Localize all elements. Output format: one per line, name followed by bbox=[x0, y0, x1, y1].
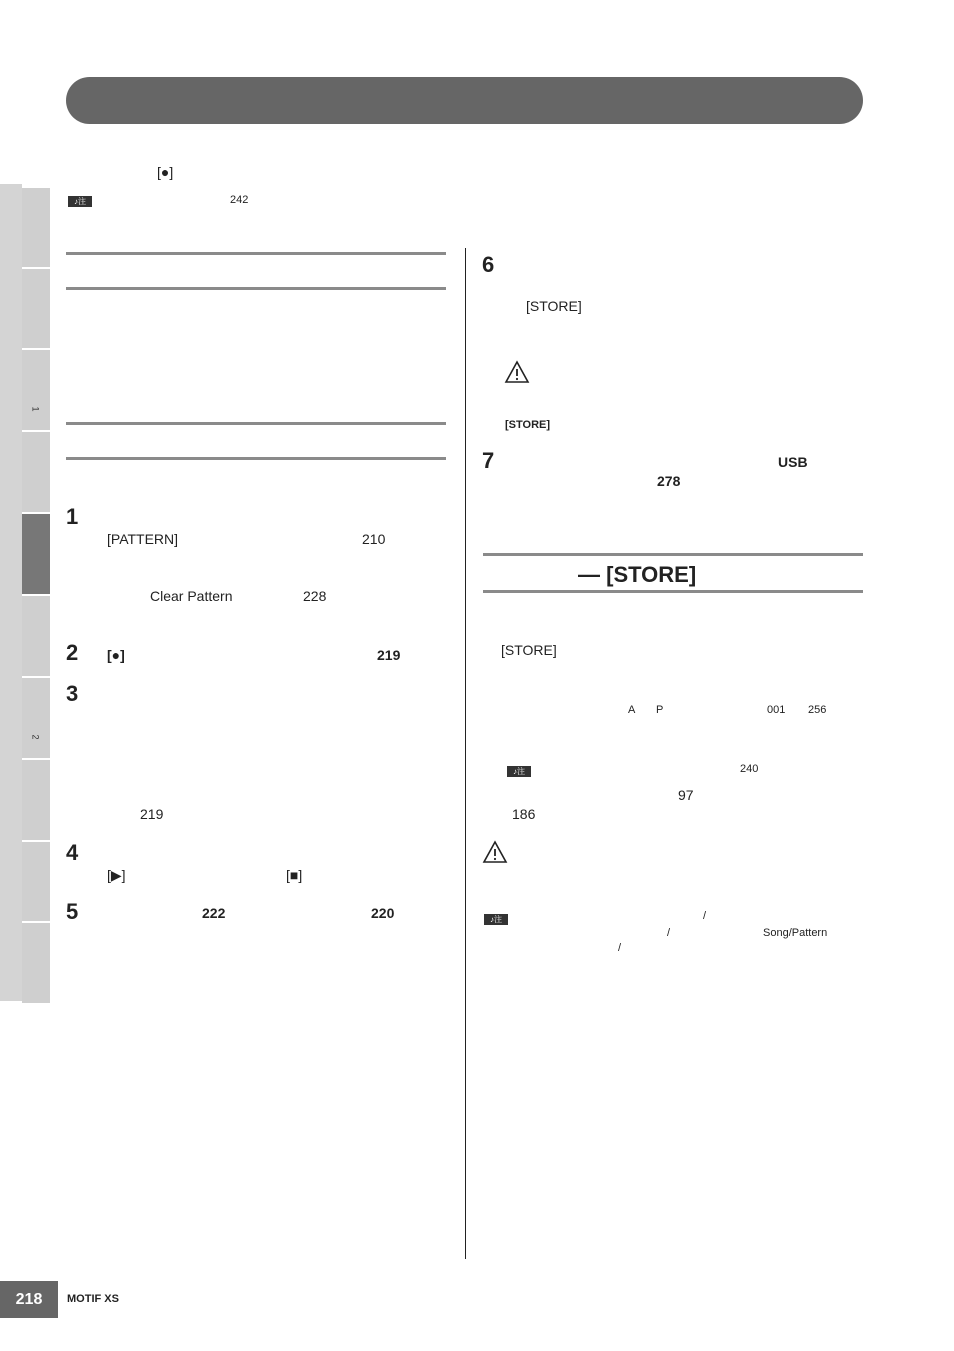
side-tab-active[interactable] bbox=[22, 512, 50, 594]
page-ref: 228 bbox=[303, 588, 327, 604]
side-tab[interactable] bbox=[22, 594, 50, 676]
clear-pattern-label: Clear Pattern bbox=[150, 588, 233, 604]
page-ref: 97 bbox=[678, 787, 694, 803]
store-button-ref: [STORE] bbox=[526, 298, 582, 314]
song-pattern-label: Song/Pattern bbox=[763, 927, 828, 939]
stop-button-ref: [■] bbox=[286, 867, 303, 883]
slash-separator: / bbox=[703, 910, 707, 922]
side-tab-label-2: 2 bbox=[30, 734, 41, 740]
slash-separator: / bbox=[618, 942, 622, 954]
step-number: 3 bbox=[66, 681, 79, 706]
product-name: MOTIF XS bbox=[67, 1293, 119, 1305]
section-rule bbox=[483, 553, 863, 556]
side-tab-label-1: 1 bbox=[30, 406, 41, 412]
section-title: — [STORE] bbox=[578, 562, 697, 587]
page-ref: 240 bbox=[740, 763, 759, 775]
section-rule bbox=[66, 287, 446, 290]
step-number: 7 bbox=[482, 448, 495, 473]
page-ref: 219 bbox=[140, 806, 164, 822]
side-tab[interactable] bbox=[22, 840, 50, 922]
side-tab[interactable] bbox=[22, 921, 50, 1003]
number-range-end: 256 bbox=[808, 704, 827, 716]
warning-icon bbox=[504, 360, 530, 384]
step-number: 6 bbox=[482, 252, 495, 277]
number-range-start: 001 bbox=[767, 704, 786, 716]
step-number: 5 bbox=[66, 899, 79, 924]
note-icon: ♪注 bbox=[68, 196, 92, 207]
section-rule bbox=[483, 590, 863, 593]
slash-separator: / bbox=[667, 927, 671, 939]
side-index-strip bbox=[0, 184, 23, 1001]
step-number: 1 bbox=[66, 504, 79, 529]
side-tab[interactable] bbox=[22, 758, 50, 840]
page-ref: 219 bbox=[377, 647, 401, 663]
section-rule bbox=[66, 422, 446, 425]
bank-range-start: A bbox=[628, 704, 636, 716]
side-tab[interactable] bbox=[22, 348, 50, 430]
side-tab[interactable] bbox=[22, 430, 50, 512]
step-number: 4 bbox=[66, 840, 79, 865]
record-button-ref: [●] bbox=[107, 647, 125, 663]
page-ref: 222 bbox=[202, 905, 226, 921]
store-button-ref: [STORE] bbox=[505, 419, 551, 431]
play-button-ref: [▶] bbox=[107, 867, 126, 883]
section-rule bbox=[66, 252, 446, 255]
column-divider bbox=[465, 248, 466, 1259]
page-ref: 278 bbox=[657, 473, 681, 489]
step-number: 2 bbox=[66, 640, 79, 665]
side-tab[interactable] bbox=[22, 186, 50, 268]
usb-label: USB bbox=[778, 454, 808, 470]
note-page-ref: 242 bbox=[230, 194, 249, 206]
record-button-ref: [●] bbox=[157, 164, 174, 180]
side-tab[interactable] bbox=[22, 676, 50, 758]
bank-range-end: P bbox=[656, 704, 664, 716]
page-ref: 210 bbox=[362, 531, 386, 547]
pattern-button-ref: [PATTERN] bbox=[107, 531, 179, 547]
warning-icon bbox=[482, 840, 508, 864]
side-tab[interactable] bbox=[22, 267, 50, 349]
chapter-header-bar bbox=[66, 77, 863, 124]
page-ref: 186 bbox=[512, 806, 536, 822]
section-rule bbox=[66, 457, 446, 460]
note-icon: ♪注 bbox=[484, 914, 508, 925]
note-icon: ♪注 bbox=[507, 766, 531, 777]
store-button-ref: [STORE] bbox=[501, 642, 557, 658]
page-number: 218 bbox=[0, 1281, 58, 1318]
page-ref: 220 bbox=[371, 905, 395, 921]
